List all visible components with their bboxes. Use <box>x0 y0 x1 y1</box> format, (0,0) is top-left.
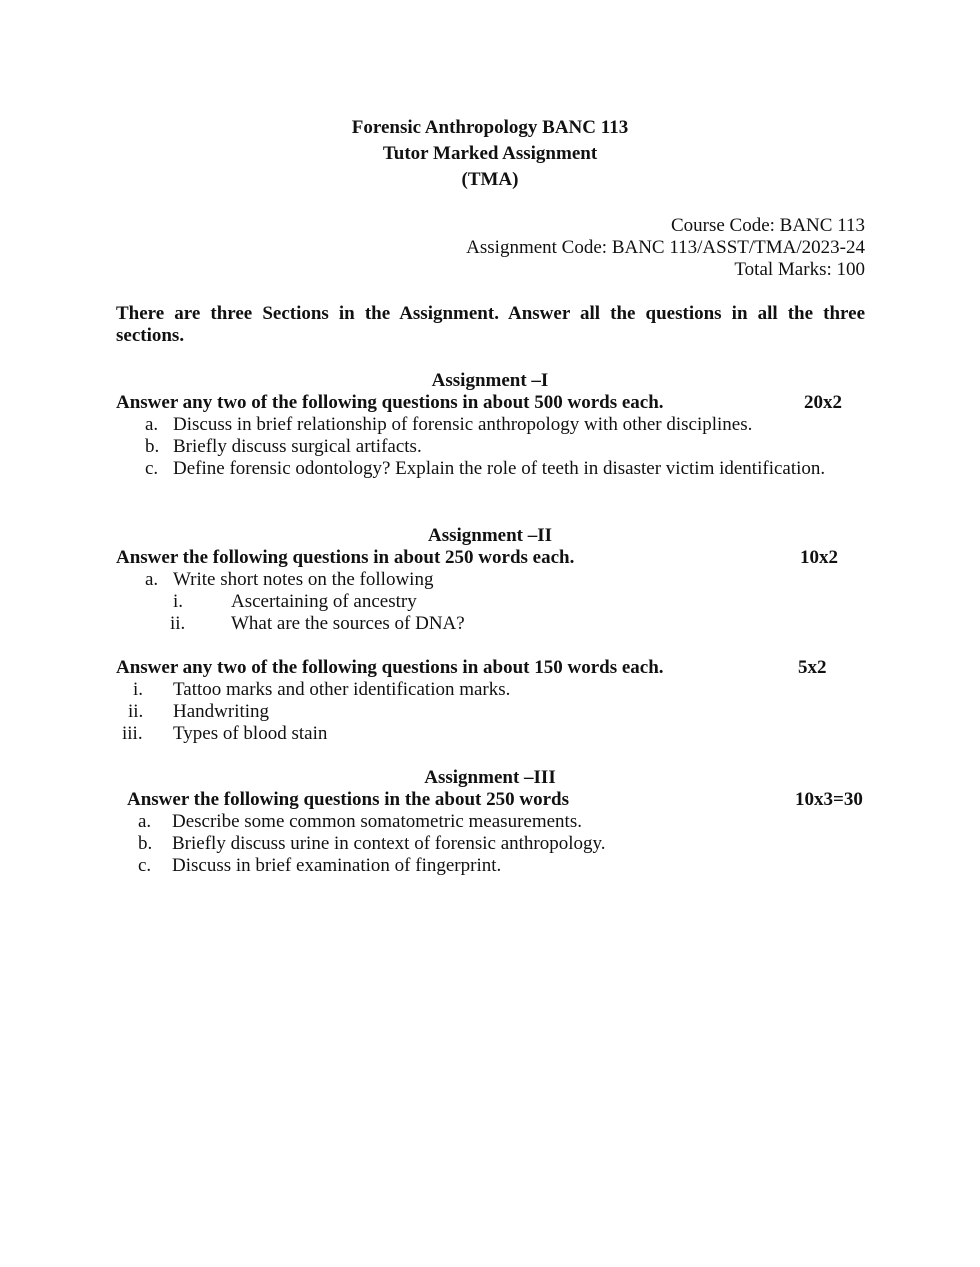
course-code: Course Code: BANC 113 <box>670 215 865 236</box>
list-item-marker: c. <box>145 458 159 479</box>
document-title: Forensic Anthropology BANC 113 <box>351 117 629 138</box>
sub-item-text: What are the sources of DNA? <box>231 613 465 634</box>
section-heading-2: Assignment –II <box>427 525 553 546</box>
sub-item-marker: i. <box>173 591 184 612</box>
sub-item-text: Ascertaining of ancestry <box>231 591 417 612</box>
question-text: Types of blood stain <box>173 723 328 744</box>
list-item-marker: a. <box>138 811 152 832</box>
section-heading-1: Assignment –I <box>431 370 549 391</box>
list-item-marker: ii. <box>128 701 144 722</box>
list-item-marker: a. <box>145 414 159 435</box>
section-2-instruction: Answer the following questions in about 250 words each. <box>116 547 575 568</box>
section-1-marks: 20x2 <box>804 392 842 413</box>
list-item-marker: b. <box>138 833 153 854</box>
list-item-marker: c. <box>138 855 152 876</box>
section-2-instruction-2: Answer any two of the following questions in about 150 words each. <box>116 657 664 678</box>
section-3-instruction: Answer the following questions in the about 250 words <box>127 789 569 810</box>
question-text: Define forensic odontology? Explain the role of teeth in disaster victim identification. <box>173 458 826 479</box>
question-text: Discuss in brief relationship of forensic anthropology with other disciplines. <box>173 414 753 435</box>
sub-item-marker: ii. <box>170 613 186 634</box>
section-1-instruction: Answer any two of the following questions in about 500 words each. <box>116 392 664 413</box>
list-item-marker: i. <box>133 679 144 700</box>
question-text: Describe some common somatometric measurements. <box>172 811 582 832</box>
section-heading-3: Assignment –III <box>424 767 556 788</box>
question-text: Briefly discuss urine in context of forensic anthropology. <box>172 833 606 854</box>
question-text: Handwriting <box>173 701 270 722</box>
section-2-marks: 10x2 <box>800 547 838 568</box>
section-2-marks-2: 5x2 <box>798 657 827 678</box>
general-instructions-line2: sections. <box>116 325 185 346</box>
document-abbreviation: (TMA) <box>461 169 519 190</box>
section-3-marks: 10x3=30 <box>795 789 863 810</box>
list-item-marker: iii. <box>122 723 143 744</box>
total-marks: Total Marks: 100 <box>734 259 865 280</box>
question-text: Briefly discuss surgical artifacts. <box>173 436 422 457</box>
question-text: Tattoo marks and other identification marks. <box>173 679 511 700</box>
question-text: Write short notes on the following <box>173 569 434 590</box>
question-text: Discuss in brief examination of fingerprint. <box>172 855 502 876</box>
list-item-marker: a. <box>145 569 159 590</box>
general-instructions-line1: There are three Sections in the Assignment. Answer all the questions in all the three <box>116 303 865 324</box>
assignment-code: Assignment Code: BANC 113/ASST/TMA/2023-24 <box>466 237 865 258</box>
document-subtitle: Tutor Marked Assignment <box>382 143 598 164</box>
list-item-marker: b. <box>145 436 160 457</box>
